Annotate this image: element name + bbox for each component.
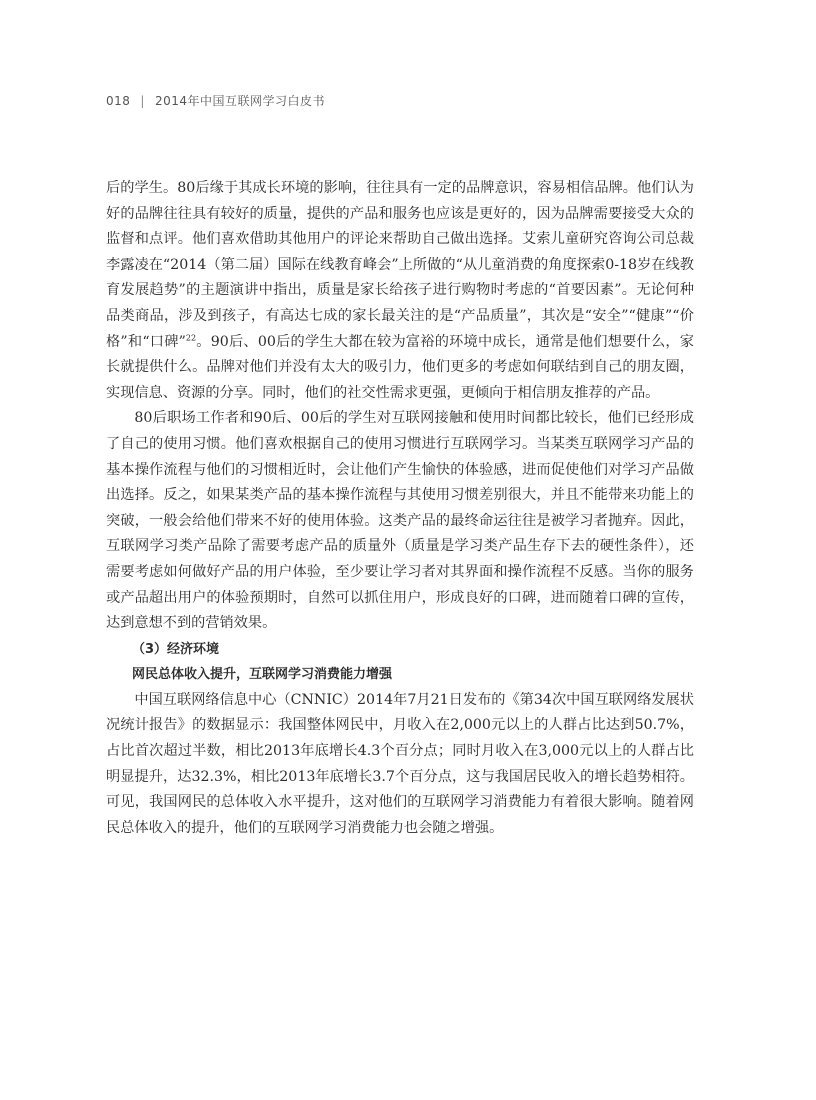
footnote-reference: 22 (185, 332, 197, 342)
body-text (106, 176, 694, 841)
paragraph-income-statistics: 中国互联网络信息中心（CNNIC）2014年7月21日发布的《第34次中国互联网络发展状况统计报告》的数据显示：我国整体网民中，月收入在2,000元以上的人群占比达到50.7%，占比首次超过半数，相比2013年底增长4.3个百分点；同时月收入在3,000元以上的人群占比明显提升，达32.3%，相比2013年底增长3.7个百分点，这与我国居民收入的增长趋势相符。 可见，我国网民的总体收入水平提升，这对他们的互联网学习消费能力有着很大影响。随着网民总体收入的提升，他们的互联网学习消费能力也会随之增强。 (106, 691, 694, 836)
running-header (106, 92, 325, 109)
paragraph-usage-habits: 80后职场工作者和90后、00后的学生对互联网接触和使用时间都比较长，他们已经形成了自己的使用习惯。他们喜欢根据自己的使用习惯进行互联网学习。当某类互联网学习产品的基本操作流程与他们的习惯相近时，会让他们产生愉快的体验感，进而促使他们对学习产品做出选择。反之，如果某类产品的基本操作流程与其使用习惯差别很大，并且不能带来功能上的突破，一般会给他们带来不好的使用体验。这类产品的最终命运往往是被学习者抛弃。因此，互联网学习类产品除了需要考虑产品的质量外（质量是学习类产品生存下去的硬性条件），还需要考虑如何做好产品的用户体验，至少要让学习者对其界面和操作流程不反感。当你的服务或产品超出用户的体验预期时，自然可以抓住用户，形成良好的口碑，进而随着口碑的宣传，达到意想不到的营销效果。 (106, 410, 694, 632)
paragraph-text-continued: 。90后、00后的学生大都在较为富裕的环境中成长，通常是他们想要什么，家长就提供什么。品牌对他们并没有太大的吸引力，他们更多的考虑如何联结到自己的朋友圈，实现信息、资源的分享。同时，他们的社交性需求更强，更倾向于相信朋友推荐的产品。 (106, 333, 694, 401)
paragraph-text: 后的学生。80后缘于其成长环境的影响，往往具有一定的品牌意识，容易相信品牌。他们认为好的品牌往往具有较好的质量，提供的产品和服务也应该是更好的，因为品牌需要接受大众的监督和点评。他们喜欢借助其他用户的评论来帮助自己做出选择。艾索儿童研究咨询公司总裁李露凌在“2014（第二届）国际在线教育峰会”上所做的“从儿童消费的角度探索0-18岁在线教育发展趋势”的主题演讲中指出，质量是家长给孩子进行购物时考虑的“首要因素”。无论何种品类商品，涉及到孩子，有高达七成的家长最关注的是“产品质量”，其次是“安全”“健康”“价格”和“口碑” (106, 180, 694, 350)
paragraph-brand-awareness (106, 176, 694, 406)
section-heading: （3）经济环境 (132, 641, 220, 657)
page-number: 018 (106, 94, 131, 108)
header-separator: | (140, 94, 145, 108)
book-title: 2014年中国互联网学习白皮书 (154, 94, 325, 108)
subsection-heading: 网民总体收入提升，互联网学习消费能力增强 (132, 667, 393, 683)
